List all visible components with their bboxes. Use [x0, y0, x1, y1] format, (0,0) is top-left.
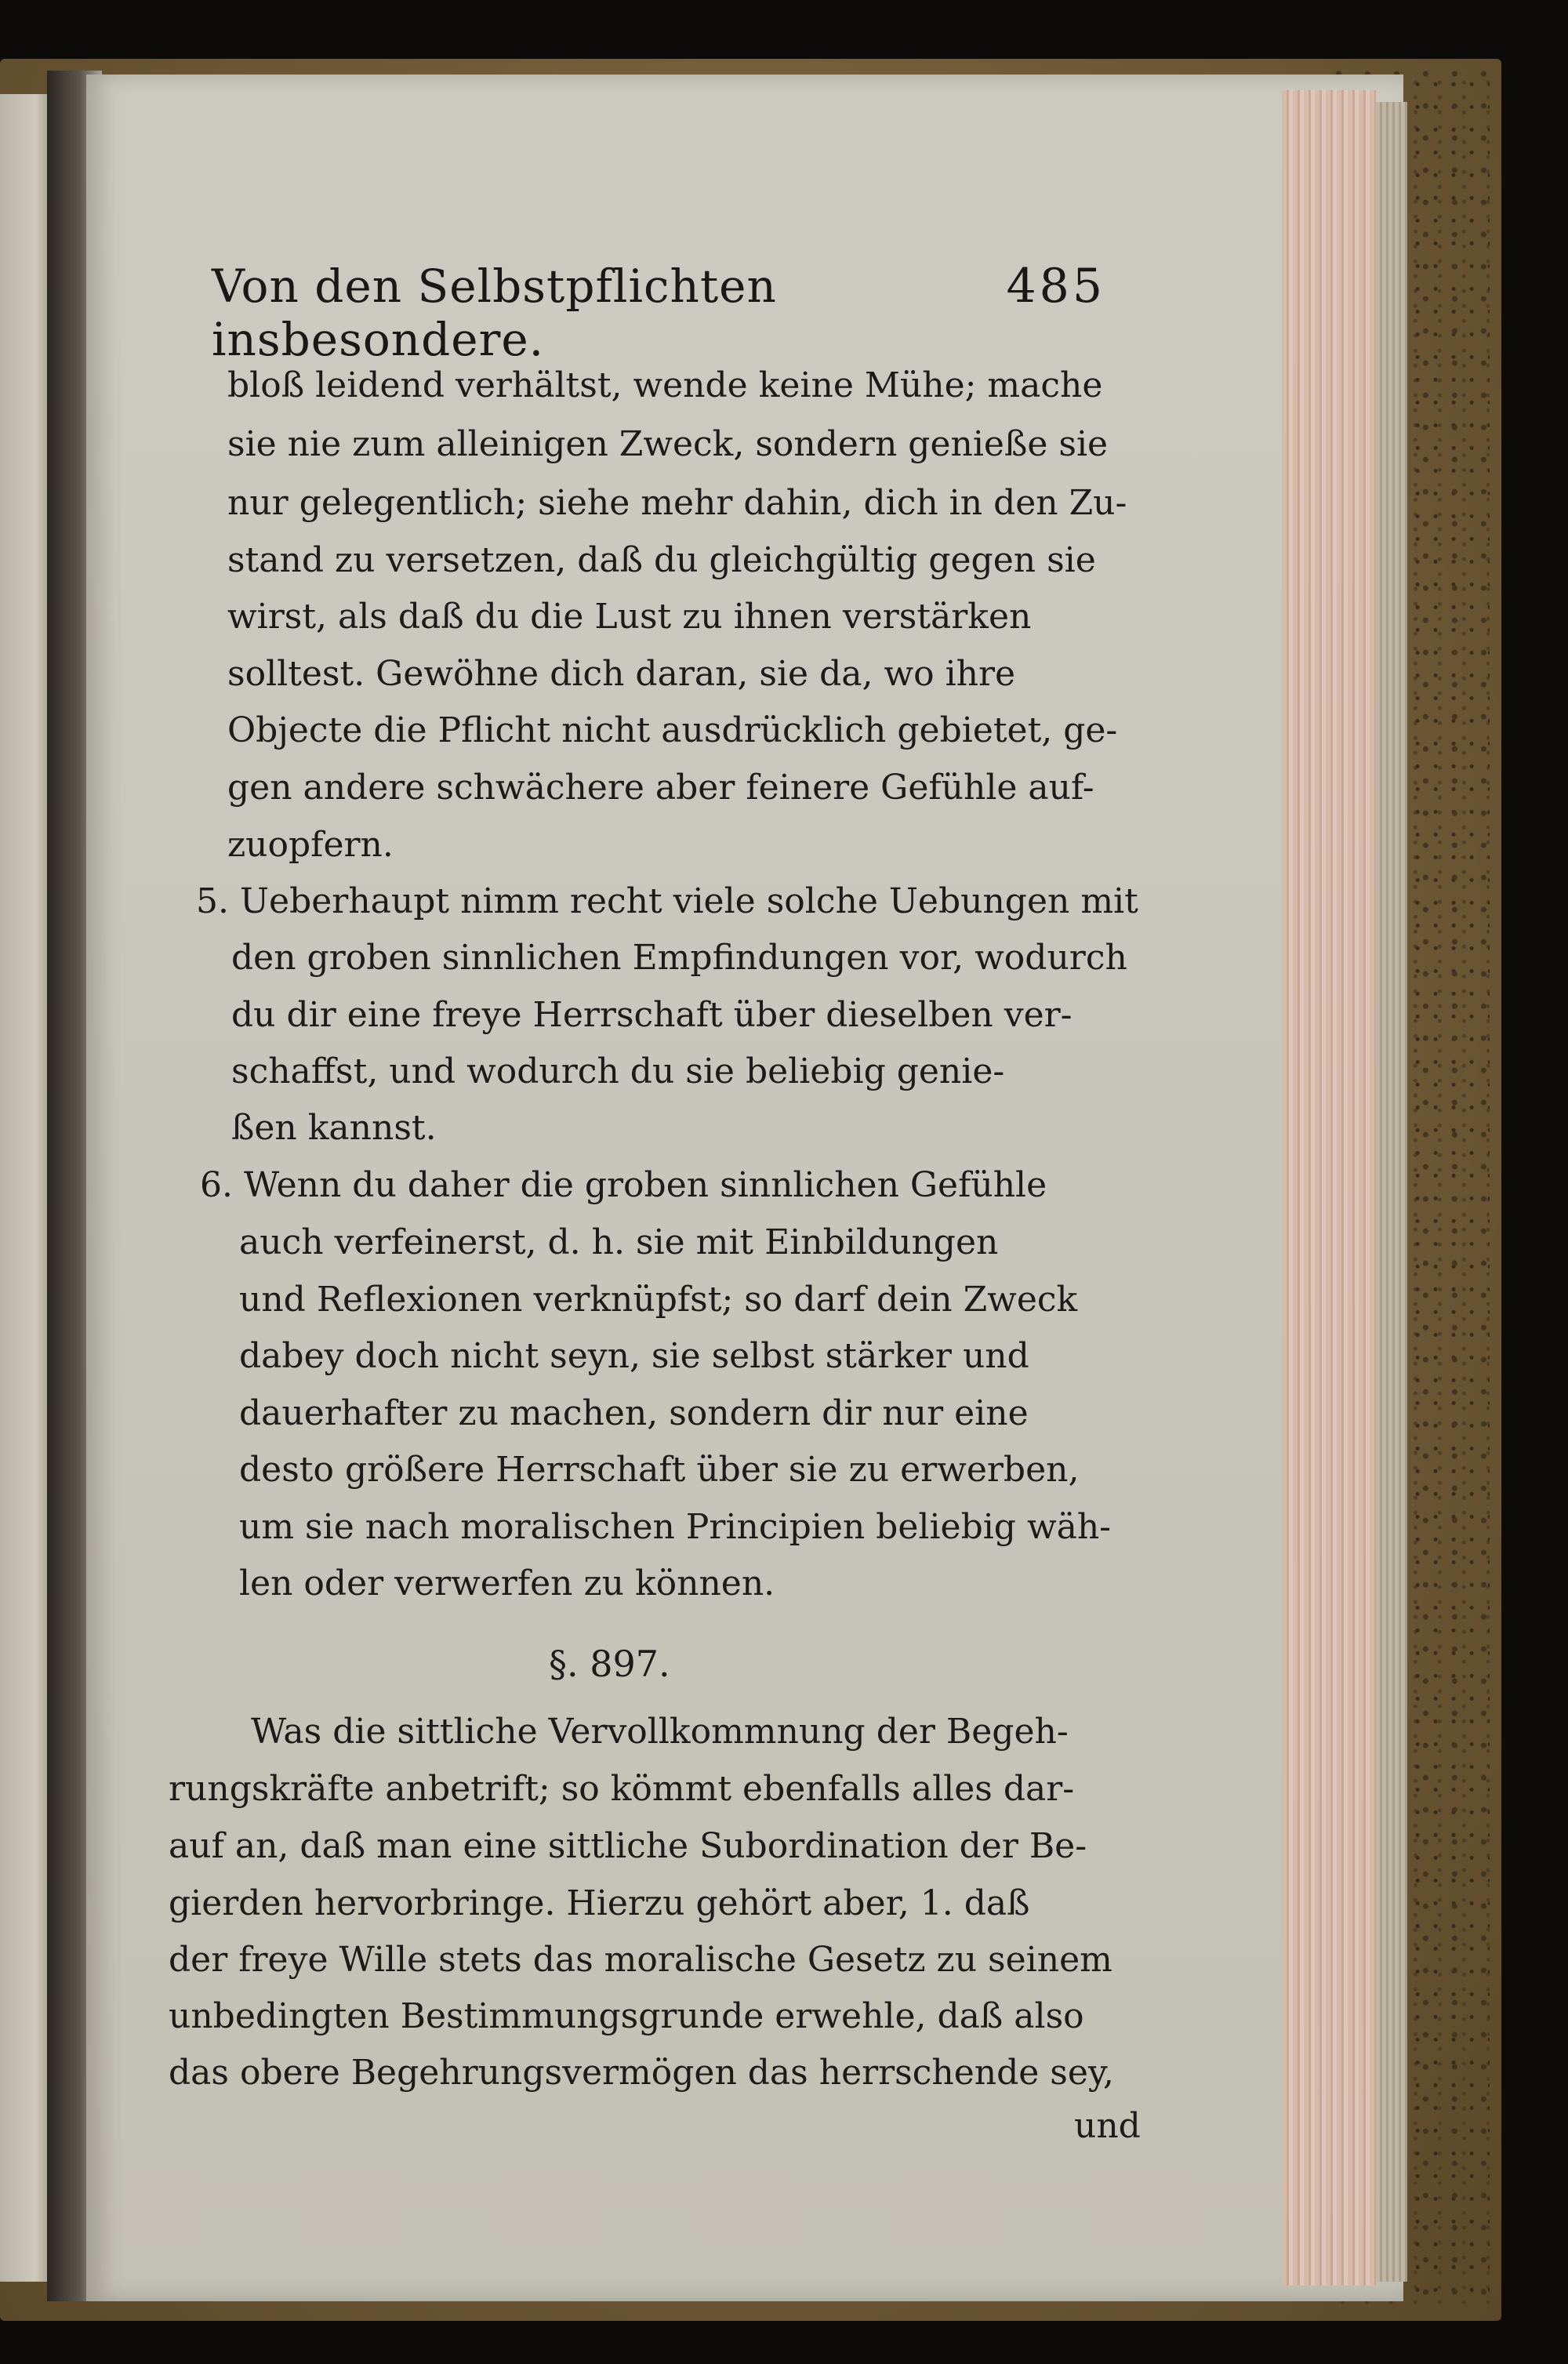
text-line: len oder verwerfen zu können. [239, 1563, 775, 1603]
text-line: ßen kannst. [231, 1108, 437, 1148]
text-line: den groben sinnlichen Empfindungen vor, wodurch [231, 938, 1127, 978]
page-edges-outer [1376, 102, 1407, 2282]
text-line: um sie nach moralischen Principien beliebig wäh- [239, 1507, 1112, 1547]
text-line: sie nie zum alleinigen Zweck, sondern genieße sie [227, 424, 1109, 464]
text-line: 6. Wenn du daher die groben sinnlichen Gefühle [200, 1165, 1047, 1205]
text-line: zuopfern. [227, 825, 394, 865]
text-line: wirst, als daß du die Lust zu ihnen verstärken [227, 597, 1032, 637]
text-line: gierden hervorbringe. Hierzu gehört aber, 1. daß [169, 1883, 1030, 1923]
text-line: desto größere Herrschaft über sie zu erwerben, [239, 1450, 1080, 1490]
page-number: 485 [1006, 259, 1105, 314]
text-line: dabey doch nicht seyn, sie selbst stärker und [239, 1336, 1029, 1376]
text-line: und Reflexionen verknüpfst; so darf dein Zweck [239, 1280, 1078, 1320]
section-heading: §. 897. [549, 1643, 670, 1685]
text-line: auf an, daß man eine sittliche Subordination der Be- [169, 1826, 1087, 1866]
text-line: das obere Begehrungsvermögen das herrschende sey, [169, 2053, 1114, 2093]
text-line: der freye Wille stets das moralische Gesetz zu seinem [169, 1940, 1112, 1980]
text-line: gen andere schwächere aber feinere Gefühle auf- [227, 768, 1094, 808]
page-edges [1282, 90, 1376, 2286]
text-line: 5. Ueberhaupt nimm recht viele solche Uebungen mit [196, 881, 1138, 921]
text-line: unbedingten Bestimmungsgrunde erwehle, daß also [169, 1996, 1084, 2036]
running-title: Von den Selbstpflichten insbesondere. [212, 260, 777, 366]
text-line: stand zu versetzen, daß du gleichgültig gegen sie [227, 540, 1096, 580]
running-header [212, 259, 1105, 366]
text-line: solltest. Gewöhne dich daran, sie da, wo ihre [227, 654, 1016, 694]
text-line: dauerhafter zu machen, sondern dir nur eine [239, 1393, 1029, 1433]
text-line: Objecte die Pflicht nicht ausdrücklich gebietet, ge- [227, 710, 1118, 750]
text-line: auch verfeinerst, d. h. sie mit Einbildungen [239, 1222, 999, 1262]
text-line: du dir eine freye Herrschaft über dieselben ver- [231, 995, 1073, 1035]
text-line: Was die sittliche Vervollkommnung der Begeh- [251, 1712, 1069, 1752]
text-line: rungskräfte anbetrift; so kömmt ebenfalls alles dar- [169, 1769, 1075, 1809]
text-line: schaffst, und wodurch du sie beliebig genie- [231, 1051, 1005, 1091]
text-line: nur gelegentlich; siehe mehr dahin, dich in den Zu- [227, 483, 1127, 523]
text-line: bloß leidend verhältst, wende keine Mühe; mache [227, 365, 1103, 405]
catchword: und [1074, 2106, 1141, 2146]
